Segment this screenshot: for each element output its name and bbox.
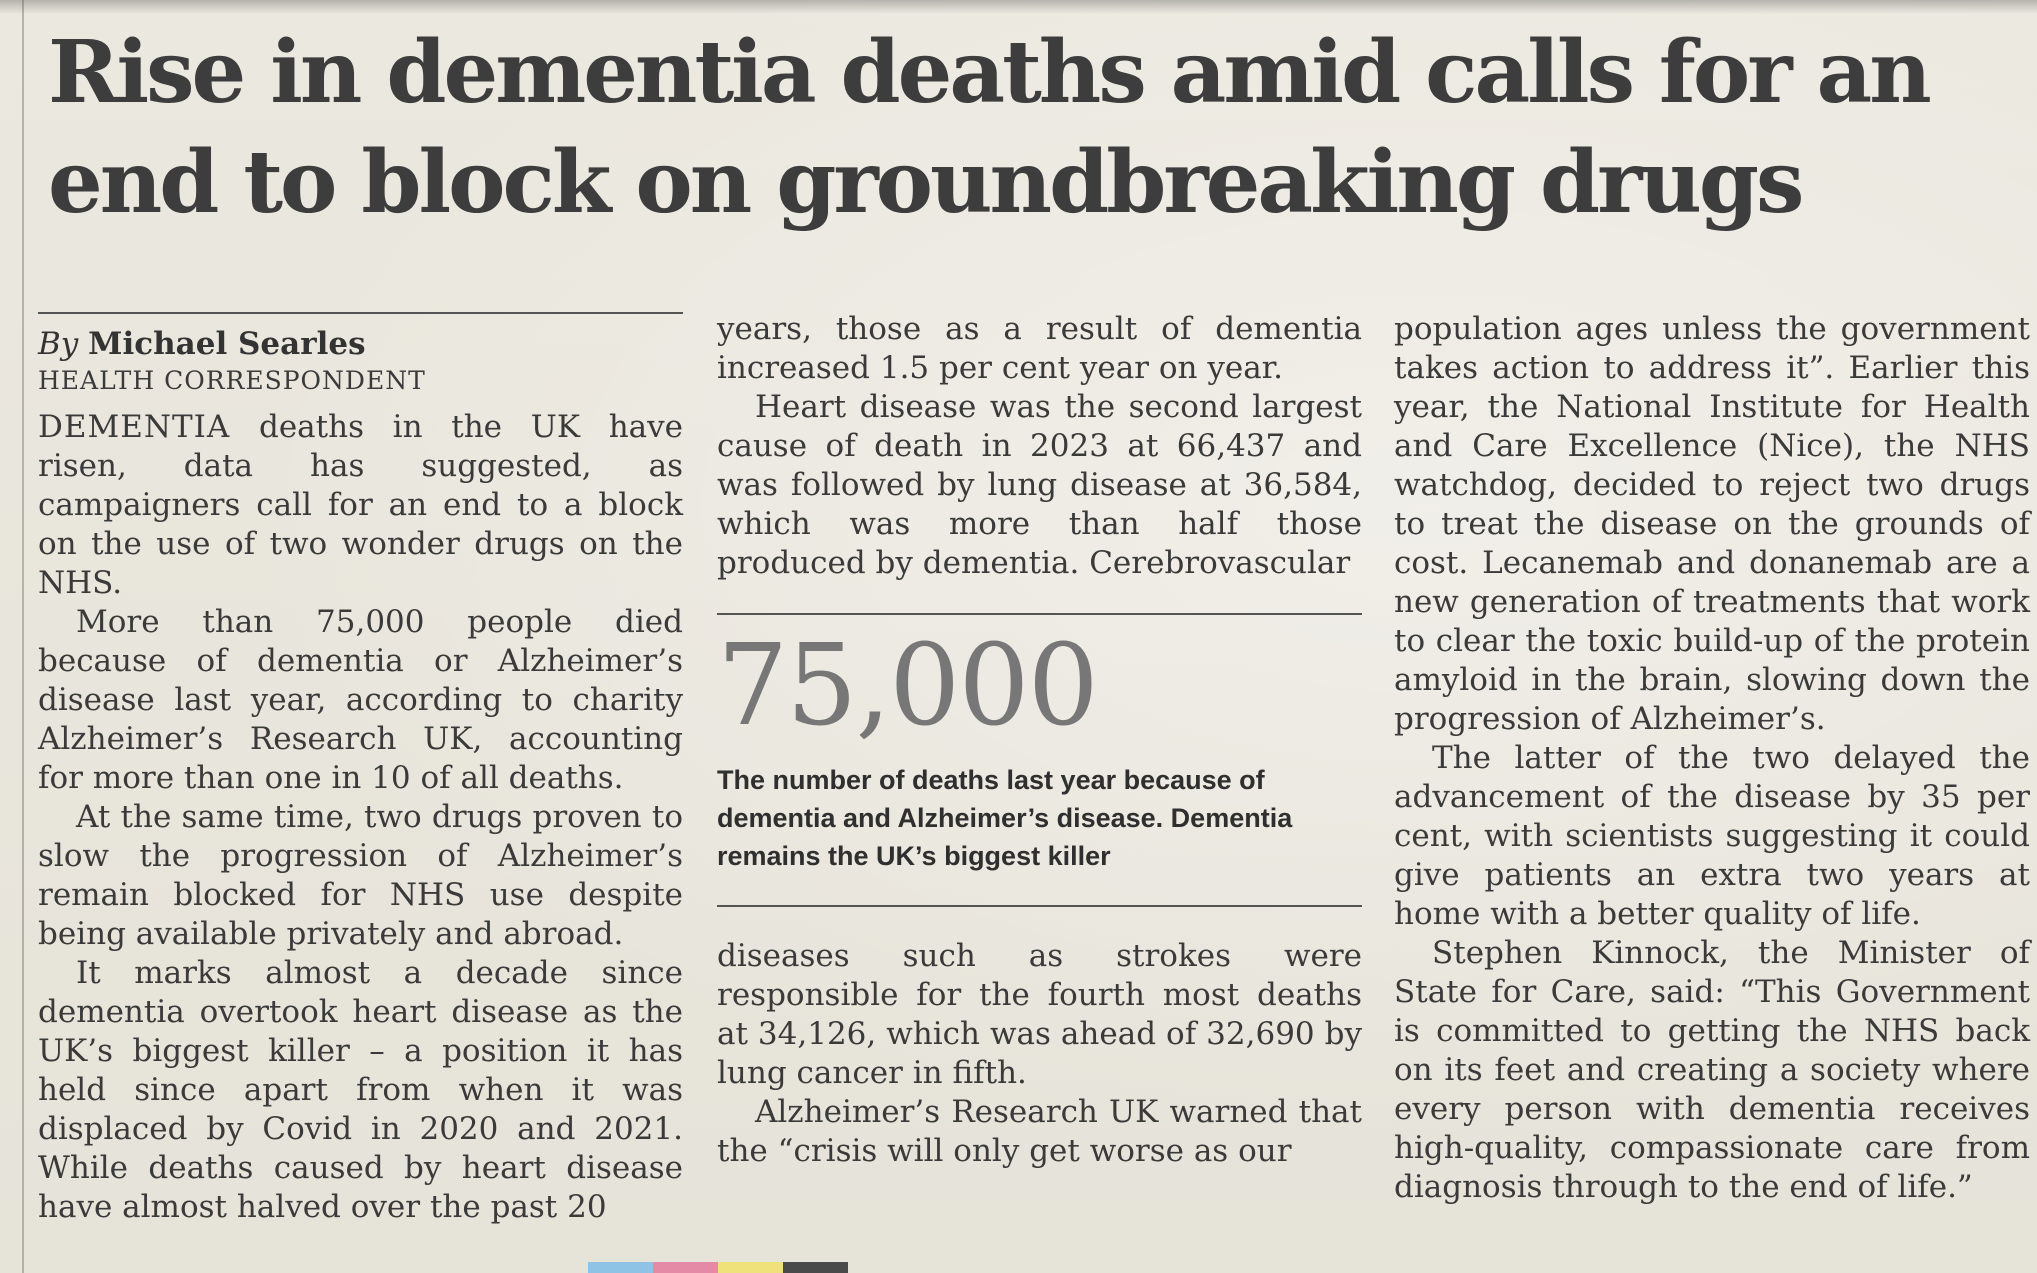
pull-quote-number: 75,000 xyxy=(717,621,1097,751)
paragraph: Heart disease was the second largest cause of death in 2023 at 66,437 and was followed by lung disease at 36,584, which was more than half those produced by dementia. Cerebrovascular xyxy=(717,389,1362,581)
paragraph: diseases such as strokes were responsible for the fourth most deaths at 34,126, which was ahead of 32,690 by lung cancer in fifth. xyxy=(717,938,1362,1091)
article-column-1 xyxy=(38,312,683,1252)
pull-quote-caption: The number of deaths last year because of dementia and Alzheimer’s disease. Dementia remains the UK’s biggest killer xyxy=(717,765,1293,871)
paragraph: At the same time, two drugs proven to slow the progression of Alzheimer’s remain blocked for NHS use despite being available privately and abroad. xyxy=(38,799,683,952)
paragraph: More than 75,000 people died because of dementia or Alzheimer’s disease last year, according to charity Alzheimer’s Research UK, accounting for more than one in 10 of all deaths. xyxy=(38,604,683,796)
paragraph-text: deaths in the UK have risen, data has suggested, as campaigners call for an end to a block on the use of two wonder drugs on the NHS. xyxy=(38,409,683,601)
byline-rule xyxy=(38,312,683,314)
color-swatch xyxy=(653,1262,718,1273)
paragraph: years, those as a result of dementia increased 1.5 per cent year on year. xyxy=(717,311,1362,386)
lead-word: DEMENTIA xyxy=(38,409,231,445)
color-swatch xyxy=(718,1262,783,1273)
headline: Rise in dementia deaths amid calls for an end to block on groundbreaking drugs xyxy=(48,22,1929,233)
paragraph: Alzheimer’s Research UK warned that the “crisis will only get worse as our xyxy=(717,1094,1362,1169)
paragraph: Stephen Kinnock, the Minister of State for Care, said: “This Government is committed to getting the NHS back on its feet and creating a society where every person with dementia receives high-quality, compassionate care from diagnosis through to the end of life.” xyxy=(1394,935,2030,1205)
article-column-2 xyxy=(717,310,1362,1250)
paragraph: It marks almost a decade since dementia overtook heart disease as the UK’s biggest killer – a position it has held since apart from when it was displaced by Covid in 2020 and 2021. While deaths caused by heart disease have almost halved over the past 20 xyxy=(38,955,683,1225)
paragraph xyxy=(38,408,683,603)
paragraph: population ages unless the government takes action to address it”. Earlier this year, the National Institute for Health and Care Excellence (Nice), the NHS watchdog, decided to reject two drugs to treat the disease on the grounds of cost. Lecanemab and donanemab are a new generation of treatments that work to clear the toxic build-up of the protein amyloid in the brain, slowing down the progression of Alzheimer’s. xyxy=(1394,311,2030,737)
author-role: HEALTH CORRESPONDENT xyxy=(38,366,426,395)
page-edge-rule xyxy=(0,0,24,1273)
color-swatch xyxy=(783,1262,848,1273)
bleed-through-strip xyxy=(0,0,2037,14)
author-name: Michael Searles xyxy=(88,326,366,362)
color-swatch xyxy=(588,1262,653,1273)
byline-prefix: By xyxy=(38,326,79,362)
pull-quote xyxy=(717,613,1362,907)
paragraph: The latter of the two delayed the advancement of the disease by 35 per cent, with scientists suggesting it could give patients an extra two years at home with a better quality of life. xyxy=(1394,740,2030,932)
print-color-bar xyxy=(588,1262,848,1273)
byline xyxy=(38,324,683,364)
article-column-3 xyxy=(1394,310,2030,1250)
